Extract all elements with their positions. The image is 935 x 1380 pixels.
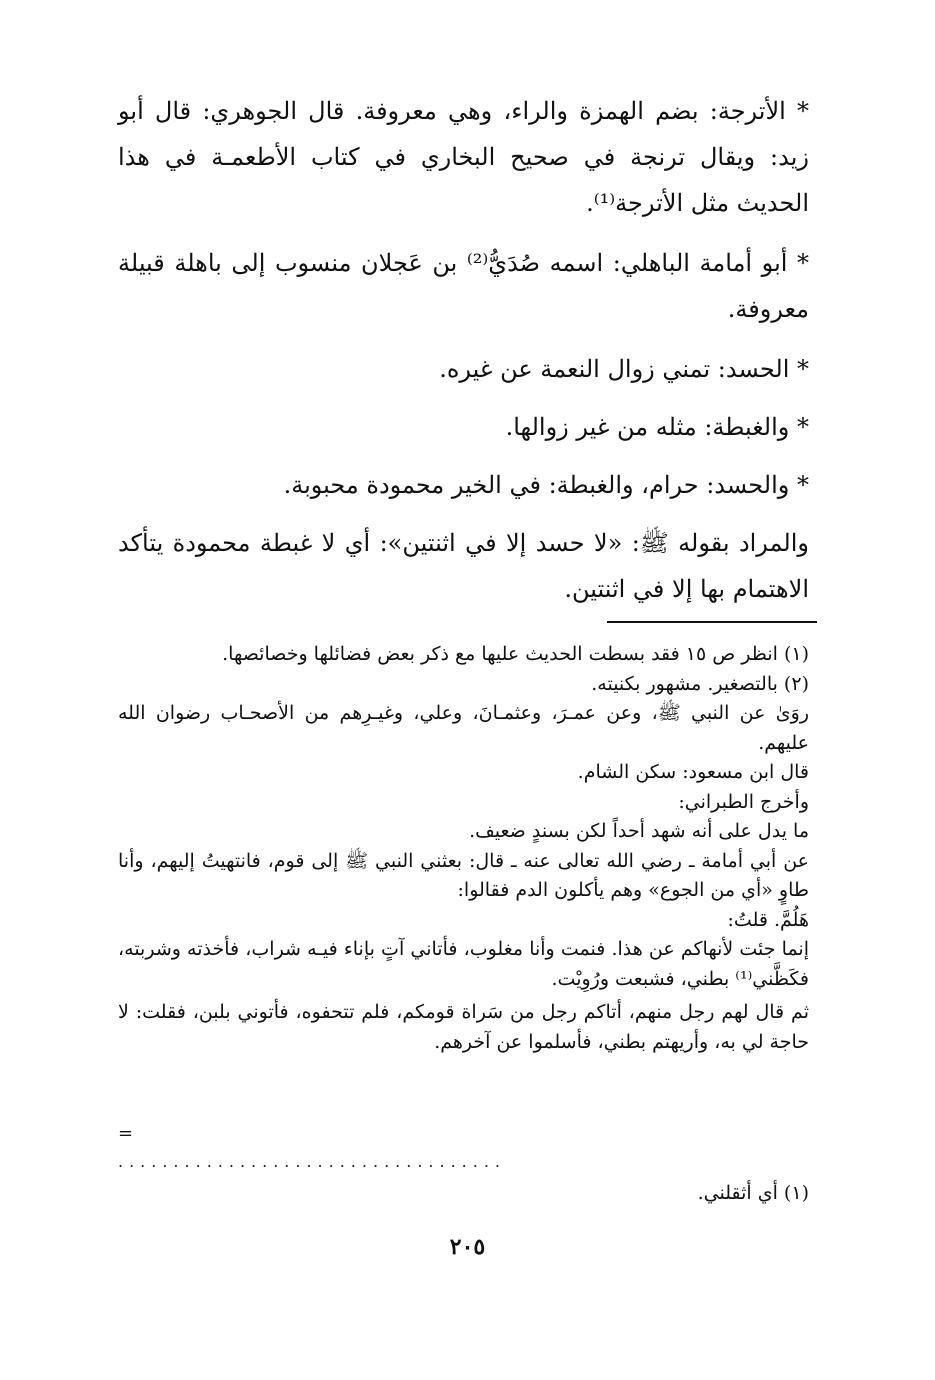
paragraph-murad: والمراد بقوله ﷺ: «لا حسد إلا في اثنتين»: أي لا غبطة محمودة يتأكد الاهتمام بها إلا في اثنتين. (118, 529, 809, 603)
footnote-text: ما يدل على أنه شهد أحداً لكن بسندٍ ضعيف. (469, 820, 809, 842)
footnote-text: عن أبي أمامة ـ رضي الله تعالى عنه ـ قال: بعثني النبي ﷺ إلى قوم، فانتهيتُ إليهم، وأنا طاوٍ «أي من الجوع» وهم يأكلون الدم فقالوا: (118, 849, 809, 901)
footnote-text: ثم قال لهم رجل منهم، أتاكم رجل من سَراة قومكم، فلم تتحفوه، فأتوني بلبن، فقلت: لا حاجة لي به، وأريهتم بطني، فأسلموا عن آخرهم. (118, 1001, 809, 1053)
sub-footnote: (١) أي أثقلني. (697, 1182, 809, 1204)
continuation-mark: = (118, 1123, 134, 1144)
footnote-text: روَىٰ عن النبي ﷺ، وعن عمـرَ، وعثمـانَ، وعلي، وغيـرِهم من الأصحـاب رضوان الله عليهم. (118, 702, 809, 754)
footnote-text: إنما جئت لأنهاكم عن هذا. فنمت وأنا مغلوب، فأتاني آتٍ بإناء فيـه شراب، فأخذته وشربته، فكَظَّني⁽¹⁾ بطني، فشبعت ورُوِيْت. (118, 938, 809, 990)
footnote-text: وأخرج الطبراني: (678, 790, 809, 813)
footnote-1: (١) انظر ص ١٥ فقد بسطت الحديث عليها مع ذكر بعض فضائلها وخصائصها. (222, 643, 809, 665)
paragraph-hasad: * الحسد: تمني زوال النعمة عن غيره. (439, 355, 809, 383)
main-text (118, 88, 809, 626)
page-number: ٢٠٥ (449, 1234, 486, 1260)
footnote-text: هَلُمَّ. قلتُ: (727, 908, 809, 931)
paragraph-abu-umama: * أبو أمامة الباهلي: اسمه صُدَيُّ⁽²⁾ بن عَجلان منسوب إلى باهلة قبيلة معروفة. (118, 249, 809, 323)
footnote-divider (607, 621, 817, 623)
footnotes (118, 640, 809, 1057)
footnote-2: (٢) بالتصغير. مشهور بكنيته. (591, 672, 809, 695)
footnote-text: قال ابن مسعود: سكن الشام. (577, 761, 809, 783)
paragraph-hukm: * والحسد: حرام، والغبطة: في الخير محمودة محبوبة. (283, 471, 809, 499)
paragraph-otruja: * الأترجة: بضم الهمزة والراء، وهي معروفة. قال الجوهري: قال أبو زيد: ويقال ترنجة في صحيح البخاري في كتاب الأطعمـة في هذا الحديث مثل الأترجة⁽¹⁾. (118, 97, 809, 217)
dotted-divider: ................................... (118, 1152, 507, 1171)
paragraph-ghibta: * والغبطة: مثله من غير زوالها. (505, 413, 809, 441)
